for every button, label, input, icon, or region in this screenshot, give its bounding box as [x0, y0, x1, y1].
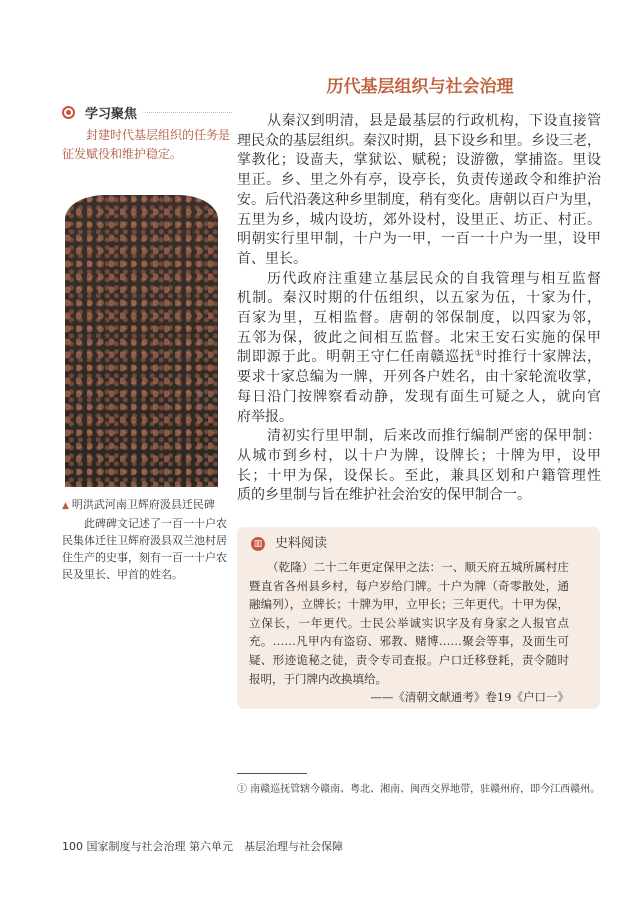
text-line: 府举报。 [237, 408, 293, 425]
book-icon: ▥ [251, 537, 265, 551]
reading-line: 充。……凡甲内有盗窃、邪教、赌博……聚会等事，及面生可 [249, 634, 569, 649]
text-line: 要求十家总编为一牌，开列各户姓名，由十家轮流收掌， [237, 369, 601, 386]
reading-heading: 史料阅读 [275, 536, 328, 551]
focus-text [62, 126, 232, 164]
photo-caption [62, 496, 232, 583]
footnote: ① 南赣巡抚管辖今赣南、粤北、湘南、闽西交界地带，驻赣州府，即今江西赣州。 [237, 784, 601, 795]
reading-source: ——《清朝文献通考》卷19《户口一》 [370, 690, 569, 705]
text-line: 里正。乡、里之外有亭，设亭长，负责传递政令和维护治 [237, 172, 601, 189]
text-line: 掌教化；设啬夫，掌狱讼、赋税；设游徼，掌捕盗。里设 [237, 152, 601, 169]
focus-text-content: 封建时代基层组织的任务是征发赋役和维护稳定。 [62, 128, 231, 161]
source-reading-box [237, 527, 600, 709]
focus-heading: 学习聚焦 [85, 107, 138, 122]
text-line: 从城市到乡村，以十户为牌，设牌长；十牌为甲，设甲 [237, 447, 601, 464]
text-line: 历代政府注重建立基层民众的自我管理与相互监督 [267, 270, 601, 287]
reading-line: （乾隆）二十二年更定保甲之法：一、顺天府五城所属村庄 [267, 560, 569, 574]
reading-text [249, 558, 569, 707]
reading-line: 融编列），立牌长；十牌为甲，立甲长；三年更代。十甲为保， [249, 597, 569, 612]
triangle-icon: ▲ [62, 501, 69, 511]
text-line: 从秦汉到明清，县是最基层的行政机构，下设直接管 [267, 113, 601, 129]
footnote-divider [237, 773, 307, 774]
text-line: 每日沿门按牌察看动静，发现有面生可疑之人，就向官 [237, 388, 601, 405]
reading-line: 暨直省各州县乡村，每户岁给门牌。十户为牌（奇零散处，通 [249, 578, 569, 593]
text-line: 明朝实行里甲制，十户为一甲，一百一十户为一里，设甲 [237, 231, 601, 248]
reading-line: 报明，于门牌内改换填给。 [249, 671, 387, 686]
text-line: 五里为乡，城内设坊，郊外设村，设里正、坊正、村正。 [237, 211, 601, 228]
target-icon [62, 106, 75, 119]
text-line: 长；十甲为保，设保长。至此，兼具区划和户籍管理性 [237, 467, 601, 484]
stele-photo [65, 195, 218, 487]
text-line: 安。后代沿袭这种乡里制度，稍有变化。唐朝以百户为里， [237, 191, 601, 208]
text-line: 质的乡里制与旨在维护社会治安的保甲制合一。 [237, 487, 531, 504]
text-line: 首、里长。 [237, 250, 307, 267]
divider [145, 112, 232, 113]
section-title: 历代基层组织与社会治理 [326, 77, 514, 97]
reading-line: 疑、形迹诡秘之徒，责令专司查报。户口迁移登耗，责令随时 [249, 652, 569, 667]
page-footer [62, 838, 343, 854]
text-line: 百家为里，互相监督。唐朝的邻保制度，以四家为邻， [237, 310, 601, 327]
text-line: 清初实行里甲制，后来改而推行编制严密的保甲制： [267, 428, 601, 445]
reading-line: 立保长，一年更代。士民公举诚实识字及有身家之人报官点 [249, 615, 569, 630]
text-line: 机制。秦汉时期的什伍组织，以五家为伍，十家为什， [237, 290, 601, 307]
caption-title: 明洪武河南卫辉府汲县迁民碑 [71, 498, 215, 511]
text-line: 制即源于此。明朝王守仁任南赣巡抚①时推行十家牌法， [237, 348, 602, 366]
main-text [237, 112, 601, 506]
caption-body: 此碑碑文记述了一百一十户农民集体迁往卫辉府汲县双兰池村居住生产的史事，刻有一百一十户农民及里长、甲首的姓名。 [62, 517, 227, 581]
page-number: 100 [62, 840, 83, 853]
text-line: 五邻为保，彼此之间相互监督。北宋王安石实施的保甲 [237, 329, 601, 346]
text-line: 理民众的基层组织。秦汉时期，县下设乡和里。乡设三老， [237, 132, 601, 149]
footer-text: 国家制度与社会治理 第六单元 基层治理与社会保障 [86, 840, 343, 853]
learning-focus [62, 103, 232, 164]
